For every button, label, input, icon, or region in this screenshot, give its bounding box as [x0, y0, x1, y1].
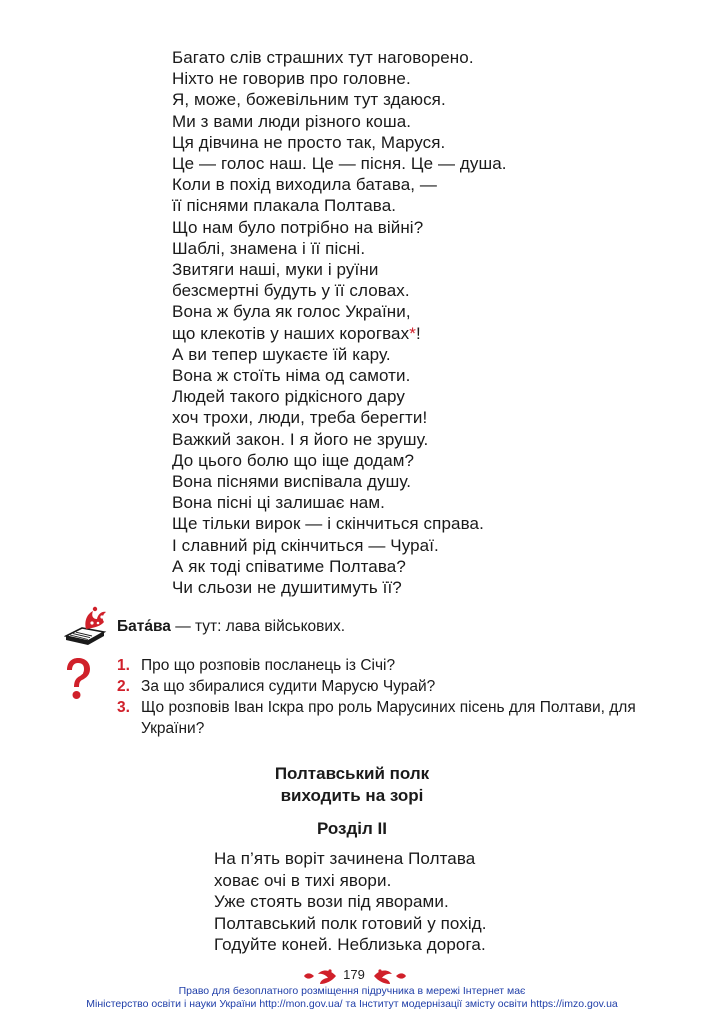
poem-line: Вона ж була як голос України,: [172, 302, 411, 322]
page-number: 179: [343, 967, 365, 982]
line-end-punctuation: !: [415, 323, 421, 343]
poem-line: До цього болю що іще додам?: [172, 450, 415, 470]
poem-line: І славний рід скінчиться — Чураї.: [172, 535, 439, 555]
poem-line: безсмертні будуть у її словах.: [172, 281, 410, 301]
poem-line: Ще тільки вирок — і скінчиться справа.: [172, 514, 484, 534]
poem-line: Полтавський полк готовий у похід.: [214, 913, 487, 933]
poem-line: Ніхто не говорив про головне.: [172, 69, 411, 89]
question-mark-icon: [64, 657, 92, 703]
footer-links-line[interactable]: Міністерство освіти і науки України http://mon.gov.ua/ та Інститут модернізації змісту освіти https://imzo.gov.ua: [86, 998, 618, 1010]
dictionary-book-icon: [64, 605, 110, 649]
poem-line: хоч трохи, люди, треба берегти!: [172, 408, 428, 428]
poem-line: Уже стоять вози під яворами.: [214, 892, 449, 912]
chapter-title-line-2: виходить на зорі: [280, 786, 424, 805]
footer-rights-line: Право для безоплатного розміщення підручника в мережі Інтернет має: [178, 985, 526, 997]
poem-line: Чи сльози не душитимуть її?: [172, 578, 402, 598]
glossary-entry: [117, 618, 345, 636]
question-number: 2.: [117, 678, 130, 695]
poem-line: Важкий закон. І я його не зрушу.: [172, 429, 429, 449]
poem-line: Ми з вами люди різного коша.: [172, 111, 412, 131]
question-item: [117, 697, 677, 739]
poem-line: Що нам було потрібно на війні?: [172, 217, 424, 237]
poem-line: Я, може, божевільним тут здаюся.: [172, 90, 446, 110]
question-number: 1.: [117, 657, 130, 674]
poem-line: Звитяги наші, муки і руїни: [172, 260, 379, 280]
poem-line-text: що клекотів у наших корогвах: [172, 323, 410, 343]
poem-part-2: [214, 848, 487, 956]
footnote-marker[interactable]: *: [409, 323, 416, 343]
poem-line: Це — голос наш. Це — пісня. Це — душа.: [172, 154, 507, 174]
poem-line: її піснями плакала Полтава.: [172, 196, 397, 216]
poem-line-with-footnote: [172, 323, 507, 344]
chapter-title-line-1: Полтавський полк: [274, 764, 430, 783]
section-title: Розділ ІІ: [316, 819, 387, 838]
glossary-definition: — тут: лава військових.: [170, 618, 346, 635]
poem-line: Годуйте коней. Неблизька дорога.: [214, 935, 486, 955]
question-text: За що збиралися судити Марусю Чурай?: [141, 678, 436, 695]
question-text: Про що розповів посланець із Січі?: [141, 657, 396, 674]
glossary-term: Бата́ва: [117, 618, 171, 635]
poem-line: Шаблі, знамена і її пісні.: [172, 238, 366, 258]
poem-line: Багато слів страшних тут наговорено.: [172, 48, 474, 67]
poem-line: На п’ять воріт зачинена Полтава: [214, 849, 476, 868]
poem-line: Коли в похід виходила батава, —: [172, 175, 438, 195]
poem-line: А ви тепер шукаєте їй кару.: [172, 344, 391, 364]
question-item: [117, 676, 677, 697]
poem-line: ховає очі в тихі явори.: [214, 870, 392, 890]
poem-part-1: [172, 47, 507, 598]
poem-line: Вона пісні ці залишає нам.: [172, 493, 385, 513]
question-number: 3.: [117, 699, 130, 716]
poem-line: А як тоді співатиме Полтава?: [172, 556, 406, 576]
poem-line: Вона ж стоїть німа од самоти.: [172, 366, 411, 386]
poem-line: Вона піснями виспівала душу.: [172, 472, 412, 492]
question-item: [117, 655, 677, 676]
question-text: Що розповів Іван Іскра про роль Марусиних пісень для Полтави, для України?: [141, 699, 636, 737]
poem-line: Людей такого рідкісного дару: [172, 387, 405, 407]
questions-list: [117, 655, 677, 739]
poem-line: Ця дівчина не просто так, Маруся.: [172, 132, 446, 152]
